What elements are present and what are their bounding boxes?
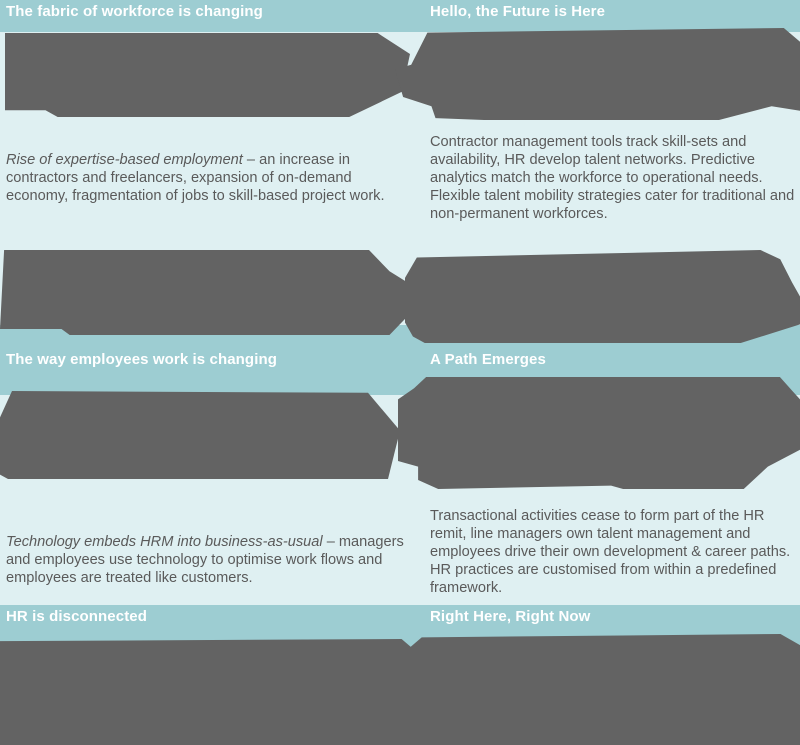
section-body-text: – managers and employees use technology to optimise work flows and employees are treated like customers. xyxy=(6,534,404,586)
redacted-text-block xyxy=(398,377,800,489)
section-body-emphasis: Technology embeds HRM into business-as-usual xyxy=(6,534,323,550)
redacted-text-block xyxy=(5,33,410,117)
redacted-text-block xyxy=(0,250,410,335)
section-body-path: Transactional activities cease to form part of the HR remit, line managers own talent management and employees drive their own development & career paths. HR practices are customised from within a predefined framework. xyxy=(430,508,791,596)
section-body-future: Contractor management tools track skill-sets and availability, HR develop talent networks. Predictive analytics match the workforce to operational needs. Flexible talent mobility strategies cater for traditional and non-permanent workforces. xyxy=(430,134,795,222)
redacted-text-block xyxy=(0,391,400,479)
section-title-right-now: Right Here, Right Now xyxy=(430,608,591,625)
section-title-future: Hello, the Future is Here xyxy=(430,3,606,20)
section-title-hr-disconnected: HR is disconnected xyxy=(6,608,147,625)
section-body-emphasis: Rise of expertise-based employment xyxy=(6,152,243,168)
section-body-fabric xyxy=(6,151,406,205)
redacted-text-block xyxy=(410,634,800,745)
redacted-text-block xyxy=(405,250,800,343)
section-title-fabric: The fabric of workforce is changing xyxy=(6,3,263,20)
redacted-text-block xyxy=(0,639,414,745)
section-title-path: A Path Emerges xyxy=(430,351,546,368)
section-body-text: – an increase in contractors and freelancers, expansion of on-demand economy, fragmentation of jobs to skill-based project work. xyxy=(6,152,385,204)
section-title-employees: The way employees work is changing xyxy=(6,351,277,368)
section-body-employees xyxy=(6,533,406,587)
redacted-text-block xyxy=(395,28,800,120)
